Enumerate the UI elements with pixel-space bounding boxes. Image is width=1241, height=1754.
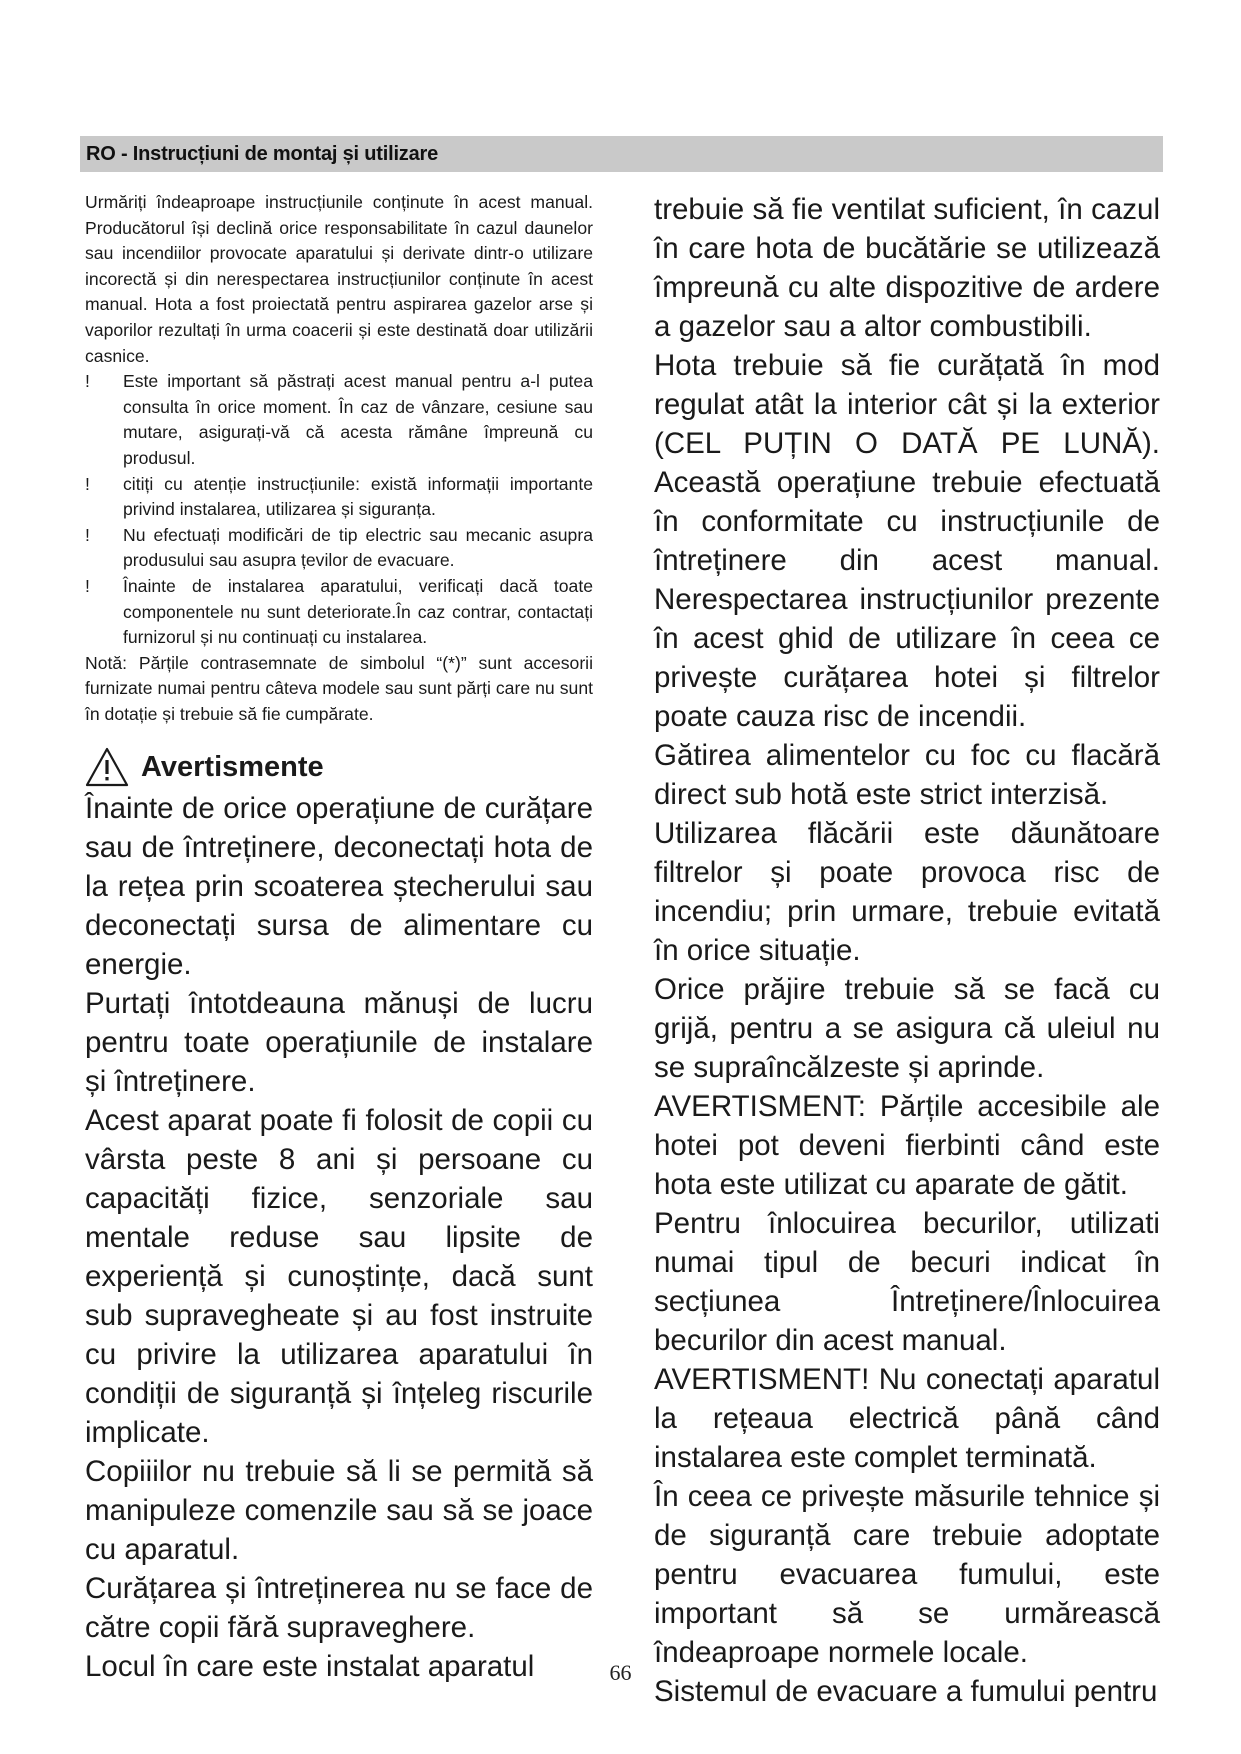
- bullet-item: [85, 369, 593, 471]
- warning-paragraph: AVERTISMENT: Părțile accesibile ale hotei pot deveni fierbinti când este hota este utilizat cu aparate de gătit.: [654, 1090, 1160, 1201]
- warning-paragraph: Orice prăjire trebuie să se facă cu grijă, pentru a se asigura că uleiul nu se supraîncălzeste și aprinde.: [654, 973, 1160, 1084]
- intro-paragraph: Urmăriți îndeaproape instrucțiunile conținute în acest manual. Producătorul își declină orice responsabilitate în cazul daunelor sau incendiilor provocate aparatului și derivate dintr-o utilizare incorectă și din nerespectarea instrucțiunilor conținute în acest manual. Hota a fost proiectată pentru aspirarea gazelor arse și vaporilor rezultați în urma coacerii și este destinată doar utilizării casnice.: [85, 192, 593, 366]
- warnings-title: Avertismente: [141, 750, 324, 783]
- warning-paragraph: Purtați întotdeauna mănuși de lucru pentru toate operațiunile de instalare și întreținere.: [85, 987, 593, 1099]
- warning-paragraph: Locul în care este instalat aparatul: [85, 1650, 535, 1684]
- bullet-item: [85, 574, 593, 651]
- warning-paragraph: Acest aparat poate fi folosit de copii cu vârsta peste 8 ani și persoane cu capacități fizice, senzoriale sau mentale reduse sau lipsite de experiență și cunoștințe, dacă sunt sub supravegheate și au fost instruite cu privire la utilizarea aparatului în condiții de siguranță și înțeleg riscurile implicate.: [85, 1104, 593, 1450]
- section-title: RO - Instrucțiuni de montaj și utilizare: [86, 143, 439, 165]
- warning-triangle-icon: [85, 747, 129, 787]
- right-column: [654, 190, 1160, 1711]
- warning-paragraph: Copiiilor nu trebuie să li se permită să manipuleze comenzile sau să se joace cu aparatul.: [85, 1455, 593, 1567]
- warning-paragraph: Sistemul de evacuare a fumului pentru: [654, 1675, 1158, 1708]
- warning-paragraph: În ceea ce privește măsurile tehnice și de siguranță care trebuie adoptate pentru evacuarea fumului, este important să se urmărească îndeaproape normele locale.: [654, 1480, 1160, 1669]
- exclamation-mark: !: [85, 575, 90, 596]
- warning-paragraph: Utilizarea flăcării este dăunătoare filtrelor și poate provoca risc de incendiu; prin urmare, trebuie evitată în orice situație.: [654, 817, 1160, 967]
- note-paragraph: Notă: Părțile contrasemnate de simbolul “(*)” sunt accesorii furnizate numai pentru câteva modele sau sunt părți care nu sunt în dotație și trebuie să fie cumpărate.: [85, 652, 593, 724]
- bullet-text: Nu efectuați modificări de tip electric sau mecanic asupra produsului sau asupra țevilor de evacuare.: [123, 524, 593, 571]
- warning-paragraph: Pentru înlocuirea becurilor, utilizati numai tipul de becuri indicat în secțiunea Întreținere/Înlocuirea becurilor din acest manual.: [654, 1207, 1160, 1357]
- bullet-text: Înainte de instalarea aparatului, verificați dacă toate componentele nu sunt deteriorate.În caz contrar, contactați furnizorul și nu continuați cu instalarea.: [123, 575, 593, 648]
- left-column: [85, 190, 593, 1686]
- warning-paragraph: Gătirea alimentelor cu foc cu flacără direct sub hotă este strict interzisă.: [654, 739, 1160, 811]
- warning-paragraph: Hota trebuie să fie curățată în mod regulat atât la interior cât și la exterior (CEL PUȚIN O DATĂ PE LUNĂ). Această operațiune trebuie efectuată în conformitate cu instrucțiunile de întreținere din acest manual. Nerespectarea instrucțiunilor prezente în acest ghid de utilizare în ceea ce privește curățarea hotei și filtrelor poate cauza risc de incendii.: [654, 349, 1160, 733]
- warnings-left-text: [85, 789, 593, 1686]
- page-number: 66: [609, 1660, 632, 1685]
- bullet-item: [85, 523, 593, 574]
- warnings-heading: [85, 745, 593, 789]
- exclamation-mark: !: [85, 371, 90, 392]
- exclamation-mark: !: [85, 524, 90, 545]
- warning-paragraph: Curățarea și întreținerea nu se face de către copii fără supraveghere.: [85, 1572, 593, 1645]
- intro-block: [85, 190, 593, 727]
- warning-paragraph: Înainte de orice operațiune de curățare sau de întreținere, deconectați hota de la rețea prin scoaterea ștecherului sau deconectați sursa de alimentare cu energie.: [85, 792, 593, 982]
- bullet-text: Este important să păstrați acest manual pentru a-l putea consulta în orice moment. În caz de vânzare, cesiune sau mutare, asigurați-vă că acesta rămâne împreună cu produsul.: [123, 371, 593, 468]
- warning-paragraph: trebuie să fie ventilat suficient, în cazul în care hota de bucătărie se utilizează împreună cu alte dispozitive de ardere a gazelor sau a altor combustibili.: [654, 193, 1160, 343]
- exclamation-mark: !: [85, 473, 90, 494]
- bullet-item: [85, 472, 593, 523]
- bullet-text: citiți cu atenție instrucțiunile: există informații importante privind instalarea, utilizarea și siguranța.: [123, 473, 593, 520]
- warning-paragraph: AVERTISMENT! Nu conectați aparatul la rețeaua electrică până când instalarea este complet terminată.: [654, 1363, 1160, 1474]
- section-header-bar: [80, 136, 1163, 172]
